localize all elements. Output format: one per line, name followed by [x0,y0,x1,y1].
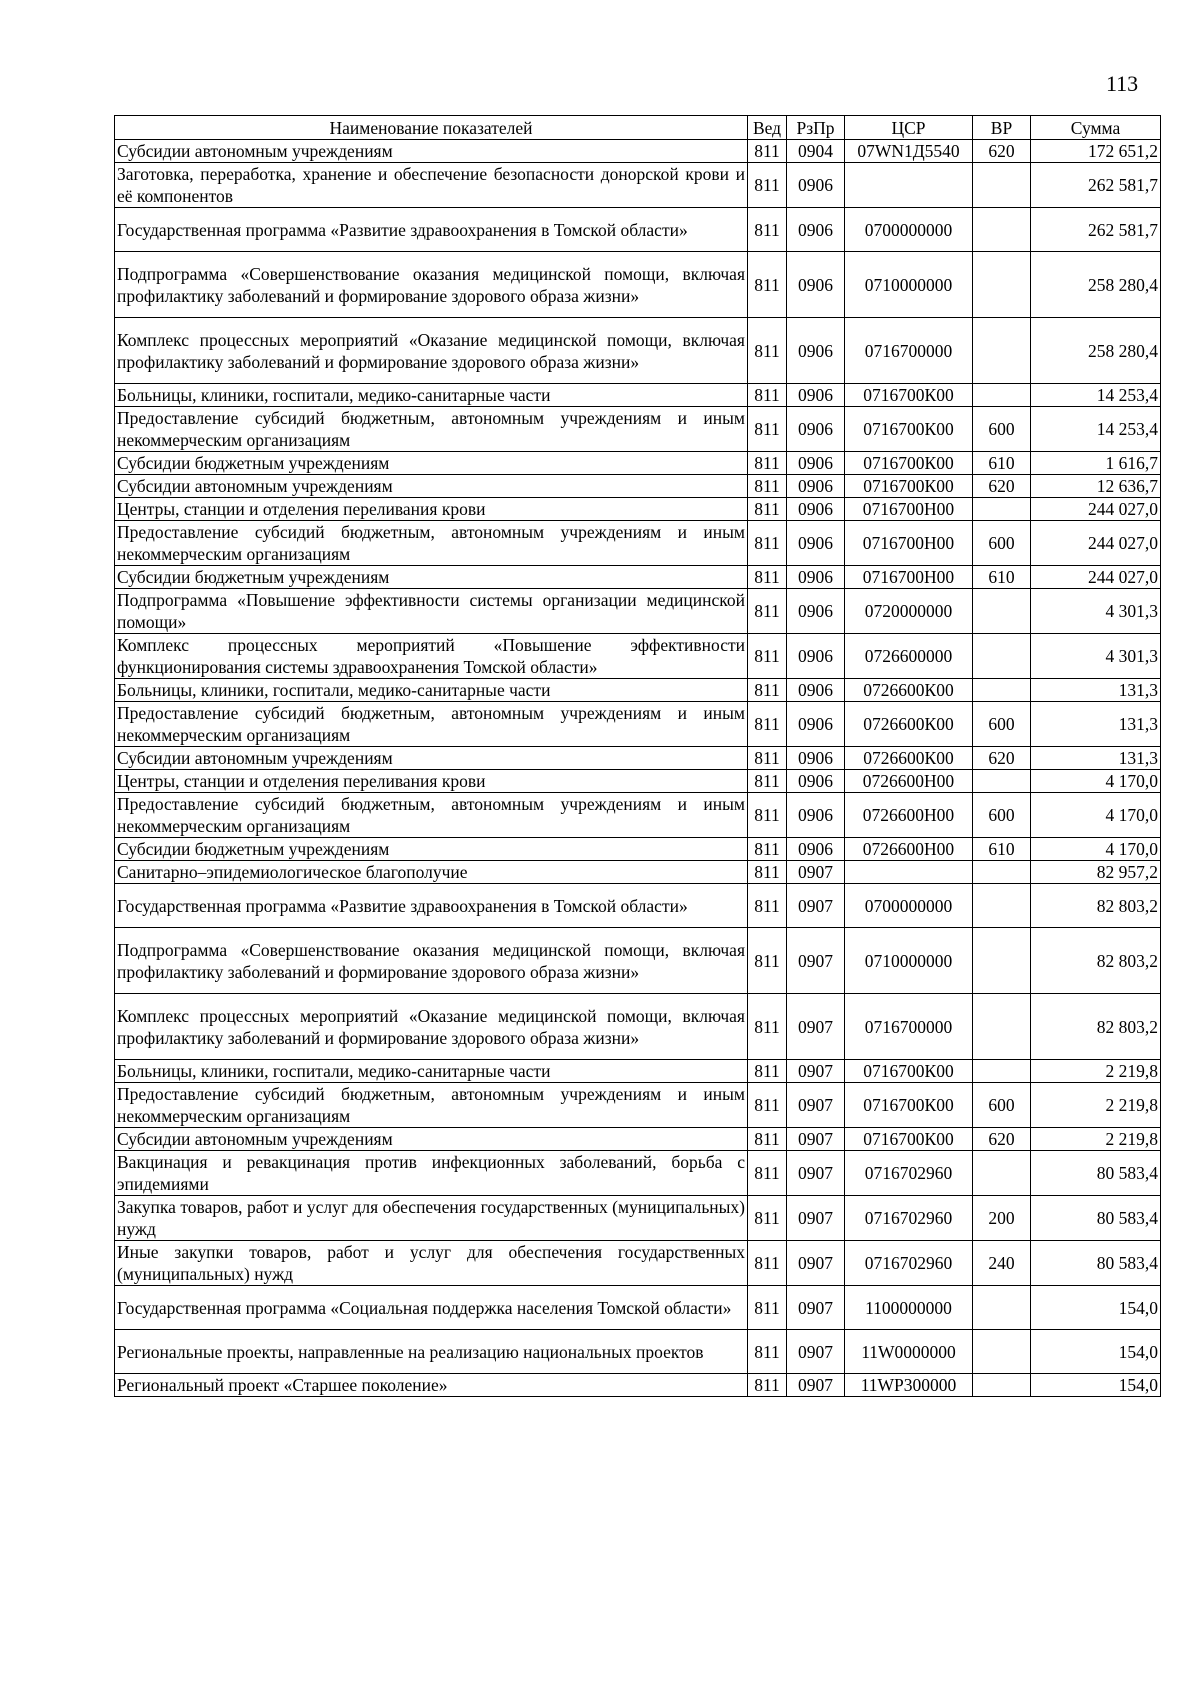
cell-rzpr: 0907 [787,861,845,884]
cell-vr: 620 [973,140,1031,163]
cell-rzpr: 0906 [787,407,845,452]
table-row [115,163,1161,208]
table-row [115,679,1161,702]
cell-vr [973,163,1031,208]
cell-vr: 610 [973,452,1031,475]
cell-sum: 262 581,7 [1031,208,1161,252]
cell-vr: 240 [973,1241,1031,1286]
table-row [115,140,1161,163]
cell-ved: 811 [748,1151,787,1196]
cell-sum: 131,3 [1031,679,1161,702]
cell-ved: 811 [748,928,787,994]
cell-csr: 0726600К00 [845,702,973,747]
cell-csr: 0726600Н00 [845,770,973,793]
cell-ved: 811 [748,252,787,318]
cell-rzpr: 0907 [787,1374,845,1397]
cell-ved: 811 [748,475,787,498]
cell-ved: 811 [748,634,787,679]
cell-ved: 811 [748,884,787,928]
cell-sum: 154,0 [1031,1374,1161,1397]
cell-vr [973,252,1031,318]
cell-sum: 80 583,4 [1031,1241,1161,1286]
cell-name: Предоставление субсидий бюджетным, автономным учреждениям и иным некоммерческим организациям [115,1083,748,1128]
cell-rzpr: 0906 [787,770,845,793]
table-row [115,1196,1161,1241]
table-row [115,770,1161,793]
cell-vr: 600 [973,521,1031,566]
cell-vr [973,634,1031,679]
cell-rzpr: 0904 [787,140,845,163]
cell-vr [973,770,1031,793]
cell-ved: 811 [748,566,787,589]
cell-ved: 811 [748,1128,787,1151]
cell-name: Государственная программа «Развитие здравоохранения в Томской области» [115,208,748,252]
cell-vr [973,318,1031,384]
table-row [115,407,1161,452]
table-row [115,1286,1161,1330]
header-csr: ЦСР [845,116,973,140]
cell-ved: 811 [748,1060,787,1083]
cell-csr: 0716700000 [845,318,973,384]
cell-ved: 811 [748,140,787,163]
header-row [115,116,1161,140]
cell-sum: 82 803,2 [1031,928,1161,994]
cell-rzpr: 0906 [787,208,845,252]
cell-csr: 0710000000 [845,928,973,994]
cell-rzpr: 0907 [787,928,845,994]
cell-rzpr: 0906 [787,702,845,747]
cell-name: Субсидии автономным учреждениям [115,140,748,163]
cell-csr: 0716700К00 [845,1128,973,1151]
cell-sum: 2 219,8 [1031,1128,1161,1151]
table-row [115,747,1161,770]
cell-rzpr: 0907 [787,1083,845,1128]
cell-vr [973,994,1031,1060]
cell-rzpr: 0906 [787,838,845,861]
table-row [115,1241,1161,1286]
cell-name: Центры, станции и отделения переливания крови [115,498,748,521]
cell-csr: 0716702960 [845,1196,973,1241]
cell-name: Субсидии бюджетным учреждениям [115,566,748,589]
cell-ved: 811 [748,747,787,770]
cell-sum: 80 583,4 [1031,1196,1161,1241]
cell-name: Региональный проект «Старшее поколение» [115,1374,748,1397]
cell-name: Комплекс процессных мероприятий «Повышение эффективности функционирования системы здравоохранения Томской области» [115,634,748,679]
cell-vr [973,679,1031,702]
table-row [115,702,1161,747]
cell-rzpr: 0906 [787,252,845,318]
cell-rzpr: 0906 [787,747,845,770]
cell-sum: 154,0 [1031,1330,1161,1374]
cell-sum: 1 616,7 [1031,452,1161,475]
cell-rzpr: 0906 [787,163,845,208]
cell-name: Предоставление субсидий бюджетным, автономным учреждениям и иным некоммерческим организациям [115,521,748,566]
cell-ved: 811 [748,318,787,384]
cell-csr: 0710000000 [845,252,973,318]
cell-name: Подпрограмма «Совершенствование оказания медицинской помощи, включая профилактику заболеваний и формирование здорового образа жизни» [115,928,748,994]
table-row [115,475,1161,498]
table-row [115,1128,1161,1151]
cell-csr: 0716700К00 [845,452,973,475]
cell-ved: 811 [748,1241,787,1286]
cell-csr: 0716700К00 [845,407,973,452]
cell-csr [845,861,973,884]
cell-ved: 811 [748,1286,787,1330]
cell-ved: 811 [748,679,787,702]
table-row [115,1060,1161,1083]
table-row [115,928,1161,994]
cell-sum: 82 803,2 [1031,884,1161,928]
cell-name: Центры, станции и отделения переливания крови [115,770,748,793]
cell-rzpr: 0906 [787,566,845,589]
table-body [115,140,1161,1397]
table-row [115,498,1161,521]
cell-name: Предоставление субсидий бюджетным, автономным учреждениям и иным некоммерческим организациям [115,793,748,838]
table-row [115,994,1161,1060]
cell-sum: 154,0 [1031,1286,1161,1330]
cell-rzpr: 0907 [787,994,845,1060]
cell-name: Субсидии автономным учреждениям [115,475,748,498]
cell-ved: 811 [748,1196,787,1241]
cell-vr: 610 [973,838,1031,861]
cell-sum: 131,3 [1031,747,1161,770]
cell-csr: 11W0000000 [845,1330,973,1374]
cell-sum: 244 027,0 [1031,521,1161,566]
cell-vr [973,1151,1031,1196]
cell-csr: 0700000000 [845,208,973,252]
cell-vr [973,498,1031,521]
table-row [115,452,1161,475]
cell-sum: 244 027,0 [1031,498,1161,521]
cell-ved: 811 [748,770,787,793]
cell-rzpr: 0907 [787,1196,845,1241]
cell-vr: 620 [973,475,1031,498]
header-rzpr: РзПр [787,116,845,140]
cell-rzpr: 0906 [787,384,845,407]
cell-sum: 4 301,3 [1031,589,1161,634]
table-header [115,116,1161,140]
cell-vr [973,928,1031,994]
cell-csr: 0720000000 [845,589,973,634]
cell-name: Больницы, клиники, госпитали, медико-санитарные части [115,1060,748,1083]
header-name: Наименование показателей [115,116,748,140]
cell-ved: 811 [748,452,787,475]
cell-rzpr: 0906 [787,634,845,679]
cell-csr: 11WP300000 [845,1374,973,1397]
cell-rzpr: 0906 [787,793,845,838]
cell-name: Субсидии бюджетным учреждениям [115,452,748,475]
header-sum: Сумма [1031,116,1161,140]
cell-vr: 600 [973,793,1031,838]
cell-sum: 12 636,7 [1031,475,1161,498]
cell-ved: 811 [748,1330,787,1374]
cell-name: Субсидии автономным учреждениям [115,747,748,770]
cell-name: Региональные проекты, направленные на реализацию национальных проектов [115,1330,748,1374]
table-row [115,384,1161,407]
cell-sum: 131,3 [1031,702,1161,747]
table-row [115,884,1161,928]
cell-name: Подпрограмма «Повышение эффективности системы организации медицинской помощи» [115,589,748,634]
budget-table [114,115,1161,1397]
cell-sum: 82 957,2 [1031,861,1161,884]
cell-name: Субсидии бюджетным учреждениям [115,838,748,861]
cell-ved: 811 [748,208,787,252]
cell-ved: 811 [748,1083,787,1128]
cell-csr: 0716700К00 [845,384,973,407]
cell-name: Субсидии автономным учреждениям [115,1128,748,1151]
cell-rzpr: 0907 [787,1286,845,1330]
cell-vr [973,1060,1031,1083]
cell-ved: 811 [748,861,787,884]
cell-rzpr: 0907 [787,1060,845,1083]
cell-name: Больницы, клиники, госпитали, медико-санитарные части [115,679,748,702]
cell-vr [973,589,1031,634]
cell-rzpr: 0906 [787,521,845,566]
cell-vr: 620 [973,1128,1031,1151]
table-row [115,252,1161,318]
cell-rzpr: 0907 [787,1241,845,1286]
cell-vr [973,1330,1031,1374]
cell-ved: 811 [748,838,787,861]
cell-vr [973,884,1031,928]
cell-vr: 600 [973,407,1031,452]
table-row [115,1330,1161,1374]
cell-csr: 0726600Н00 [845,838,973,861]
cell-ved: 811 [748,163,787,208]
cell-csr: 0716702960 [845,1151,973,1196]
cell-csr: 0716700Н00 [845,566,973,589]
cell-name: Комплекс процессных мероприятий «Оказание медицинской помощи, включая профилактику заболеваний и формирование здорового образа жизни» [115,994,748,1060]
table-row [115,793,1161,838]
cell-rzpr: 0907 [787,1151,845,1196]
header-ved: Вед [748,116,787,140]
cell-name: Государственная программа «Развитие здравоохранения в Томской области» [115,884,748,928]
header-vr: ВР [973,116,1031,140]
cell-name: Предоставление субсидий бюджетным, автономным учреждениям и иным некоммерческим организациям [115,702,748,747]
cell-csr [845,163,973,208]
cell-ved: 811 [748,521,787,566]
cell-sum: 4 170,0 [1031,838,1161,861]
cell-name: Санитарно–эпидемиологическое благополучие [115,861,748,884]
cell-ved: 811 [748,702,787,747]
cell-vr: 600 [973,1083,1031,1128]
cell-sum: 2 219,8 [1031,1060,1161,1083]
table-row [115,634,1161,679]
cell-ved: 811 [748,384,787,407]
cell-sum: 82 803,2 [1031,994,1161,1060]
cell-rzpr: 0906 [787,475,845,498]
cell-sum: 80 583,4 [1031,1151,1161,1196]
cell-csr: 1100000000 [845,1286,973,1330]
cell-ved: 811 [748,793,787,838]
cell-sum: 4 170,0 [1031,770,1161,793]
cell-sum: 172 651,2 [1031,140,1161,163]
table-row [115,521,1161,566]
cell-vr [973,1374,1031,1397]
cell-rzpr: 0907 [787,1330,845,1374]
cell-name: Государственная программа «Социальная поддержка населения Томской области» [115,1286,748,1330]
cell-vr [973,861,1031,884]
cell-csr: 0726600К00 [845,747,973,770]
table-row [115,1374,1161,1397]
cell-sum: 262 581,7 [1031,163,1161,208]
cell-sum: 14 253,4 [1031,384,1161,407]
cell-name: Предоставление субсидий бюджетным, автономным учреждениям и иным некоммерческим организациям [115,407,748,452]
cell-ved: 811 [748,407,787,452]
table-row [115,208,1161,252]
cell-name: Закупка товаров, работ и услуг для обеспечения государственных (муниципальных) нужд [115,1196,748,1241]
cell-csr: 0716700000 [845,994,973,1060]
cell-csr: 0726600Н00 [845,793,973,838]
cell-sum: 2 219,8 [1031,1083,1161,1128]
cell-sum: 14 253,4 [1031,407,1161,452]
cell-vr: 620 [973,747,1031,770]
cell-name: Вакцинация и ревакцинация против инфекционных заболеваний, борьба с эпидемиями [115,1151,748,1196]
cell-sum: 244 027,0 [1031,566,1161,589]
cell-rzpr: 0907 [787,1128,845,1151]
cell-vr [973,208,1031,252]
cell-csr: 0726600000 [845,634,973,679]
table-row [115,1151,1161,1196]
cell-rzpr: 0906 [787,589,845,634]
cell-name: Заготовка, переработка, хранение и обеспечение безопасности донорской крови и её компонентов [115,163,748,208]
cell-sum: 258 280,4 [1031,252,1161,318]
cell-name: Больницы, клиники, госпитали, медико-санитарные части [115,384,748,407]
cell-rzpr: 0906 [787,318,845,384]
cell-csr: 0700000000 [845,884,973,928]
cell-rzpr: 0907 [787,884,845,928]
page-number: 113 [1106,71,1139,96]
cell-vr [973,1286,1031,1330]
table-row [115,838,1161,861]
table-row [115,861,1161,884]
cell-ved: 811 [748,589,787,634]
cell-csr: 0716700Н00 [845,521,973,566]
cell-vr: 600 [973,702,1031,747]
table-row [115,566,1161,589]
cell-csr: 0716700Н00 [845,498,973,521]
cell-ved: 811 [748,498,787,521]
cell-csr: 0716700К00 [845,475,973,498]
cell-rzpr: 0906 [787,498,845,521]
cell-vr [973,384,1031,407]
cell-name: Иные закупки товаров, работ и услуг для обеспечения государственных (муниципальных) нужд [115,1241,748,1286]
cell-csr: 07WN1Д5540 [845,140,973,163]
cell-csr: 0726600К00 [845,679,973,702]
cell-name: Подпрограмма «Совершенствование оказания медицинской помощи, включая профилактику заболеваний и формирование здорового образа жизни» [115,252,748,318]
cell-ved: 811 [748,994,787,1060]
cell-vr: 200 [973,1196,1031,1241]
cell-sum: 258 280,4 [1031,318,1161,384]
cell-rzpr: 0906 [787,452,845,475]
cell-csr: 0716700К00 [845,1083,973,1128]
table-row [115,318,1161,384]
cell-name: Комплекс процессных мероприятий «Оказание медицинской помощи, включая профилактику заболеваний и формирование здорового образа жизни» [115,318,748,384]
cell-rzpr: 0906 [787,679,845,702]
cell-sum: 4 301,3 [1031,634,1161,679]
cell-vr: 610 [973,566,1031,589]
cell-sum: 4 170,0 [1031,793,1161,838]
cell-csr: 0716700К00 [845,1060,973,1083]
table-row [115,1083,1161,1128]
cell-csr: 0716702960 [845,1241,973,1286]
cell-ved: 811 [748,1374,787,1397]
table-row [115,589,1161,634]
